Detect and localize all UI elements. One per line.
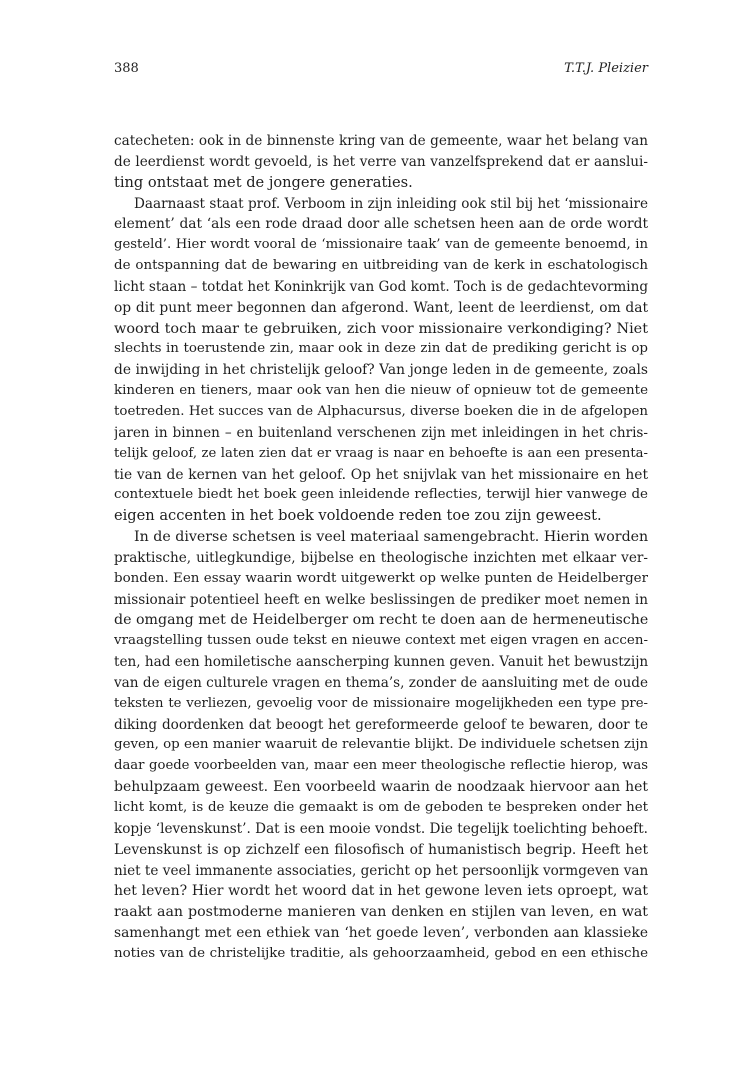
text-line: woord toch maar te gebruiken, zich voor missionaire verkondiging? Niet	[114, 320, 648, 337]
text-line: de leerdienst wordt gevoeld, is het verre van vanzelfsprekend dat er aanslui-	[114, 153, 648, 170]
text-line: contextuele biedt het boek geen inleidende reflecties, terwijl hier vanwege de	[114, 487, 648, 503]
text-line: licht komt, is de keuze die gemaakt is om de geboden te bespreken onder het	[114, 800, 648, 815]
text-line: catecheten: ook in de binnenste kring van de gemeente, waar het belang van	[114, 133, 648, 149]
text-line: eigen accenten in het boek voldoende reden toe zou zijn geweest.	[114, 507, 602, 525]
text-line: gesteld’. Hier wordt vooral de ‘missionaire taak’ van de gemeente benoemd, in	[114, 237, 648, 253]
text-line: raakt aan postmoderne manieren van denken en stijlen van leven, en wat	[114, 904, 648, 921]
text-line: kinderen en tieners, maar ook van hen die nieuw of opnieuw tot de gemeente	[114, 383, 648, 399]
text-line: ting ontstaat met de jongere generaties.	[114, 173, 413, 191]
text-line: ten, had een homiletische aanscherping kunnen geven. Vanuit het bewustzijn	[114, 654, 648, 671]
text-line: behulpzaam geweest. Een voorbeeld waarin de noodzaak hiervoor aan het	[114, 779, 648, 796]
text-line: jaren in binnen – en buitenland verschenen zijn met inleidingen in het chris-	[114, 424, 648, 441]
text-line: het leven? Hier wordt het woord dat in het gewone leven iets oproept, wat	[114, 883, 648, 900]
text-line: de ontspanning dat de bewaring en uitbreiding van de kerk in eschatologisch	[114, 258, 648, 274]
text-line: samenhangt met een ethiek van ‘het goede leven’, verbonden aan klassieke	[114, 925, 648, 942]
text-line: slechts in toerustende zin, maar ook in deze zin dat de prediking gericht is op	[114, 341, 648, 357]
text-line: niet te veel immanente associaties, gericht op het persoonlijk vormgeven van	[114, 862, 648, 879]
body-text	[114, 131, 648, 965]
text-line: bonden. Een essay waarin wordt uitgewerkt op welke punten de Heidelberger	[114, 570, 648, 586]
text-line: praktische, uitlegkundige, bijbelse en theologische inzichten met elkaar ver-	[114, 549, 648, 566]
text-line: In de diverse schetsen is veel materiaal samengebracht. Hierin worden	[134, 529, 648, 546]
text-line: tie van de kernen van het geloof. Op het snijvlak van het missionaire en het	[114, 466, 648, 483]
text-line: daar goede voorbeelden van, maar een meer theologische reflectie hierop, was	[114, 758, 648, 774]
text-line: Levenskunst is op zichzelf een filosofisch of humanistisch begrip. Heeft het	[114, 841, 648, 858]
text-line: teksten te verliezen, gevoelig voor de missionaire mogelijkheden een type pre-	[114, 695, 648, 711]
page-header	[114, 61, 648, 81]
text-line: vraagstelling tussen oude tekst en nieuwe context met eigen vragen en accen-	[114, 633, 648, 649]
text-line: op dit punt meer begonnen dan afgerond. Want, leent de leerdienst, om dat	[114, 299, 648, 316]
text-line: toetreden. Het succes van de Alphacursus, diverse boeken die in de afgelopen	[114, 403, 648, 419]
text-line: geven, op een manier waaruit de relevantie blijkt. De individuele schetsen zijn	[114, 737, 648, 753]
running-head: T.T.J. Pleizier	[564, 61, 648, 76]
text-line: missionair potentieel heeft en welke beslissingen de prediker moet nemen in	[114, 591, 648, 608]
text-line: telijk geloof, ze laten zien dat er vraag is naar en behoefte is aan een presenta-	[114, 445, 648, 461]
text-line: element’ dat ‘als een rode draad door alle schetsen heen aan de orde wordt	[114, 216, 648, 233]
text-line: noties van de christelijke traditie, als gehoorzaamheid, gebod en een ethische	[114, 945, 648, 961]
page-number: 388	[114, 61, 139, 76]
text-line: de inwijding in het christelijk geloof? Van jonge leden in de gemeente, zoals	[114, 362, 648, 379]
text-line: licht staan – totdat het Koninkrijk van God komt. Toch is de gedachtevorming	[114, 278, 648, 295]
text-line: van de eigen culturele vragen en thema’s, zonder de aansluiting met de oude	[114, 674, 648, 691]
text-line: kopje ‘levenskunst’. Dat is een mooie vondst. Die tegelijk toelichting behoeft.	[114, 820, 648, 837]
text-line: de omgang met de Heidelberger om recht te doen aan de hermeneutische	[114, 612, 648, 629]
text-line: diking doordenken dat beoogt het gereformeerde geloof te bewaren, door te	[114, 716, 648, 733]
text-line: Daarnaast staat prof. Verboom in zijn inleiding ook stil bij het ‘missionaire	[134, 195, 648, 212]
